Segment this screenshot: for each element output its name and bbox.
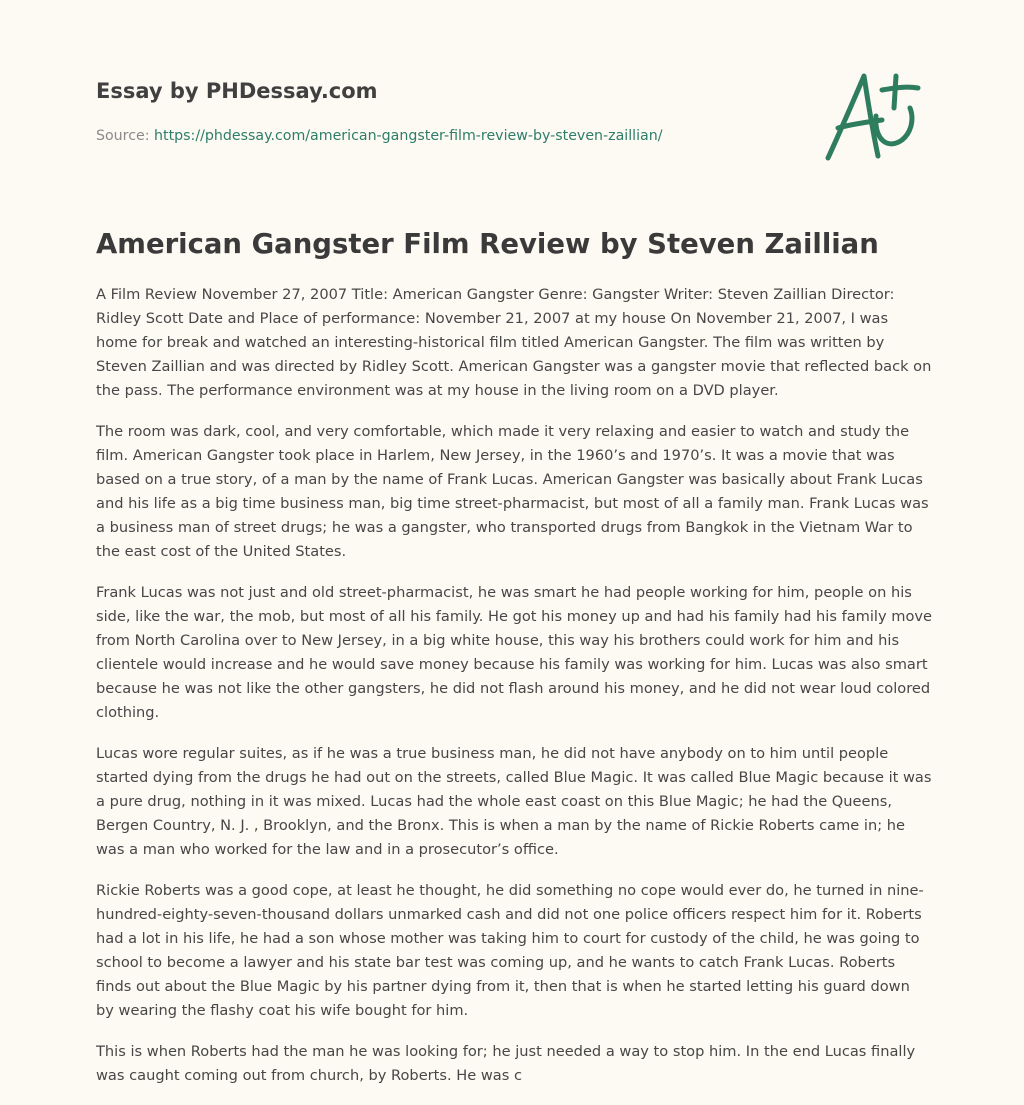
source-link[interactable]: https://phdessay.com/american-gangster-film-review-by-steven-zaillian/ xyxy=(154,128,663,144)
article-body xyxy=(96,283,932,1105)
brand-title: Essay by PHDessay.com xyxy=(96,79,378,103)
source-line xyxy=(96,126,796,146)
source-label: Source: xyxy=(96,128,155,144)
a-plus-icon xyxy=(818,66,928,166)
article-paragraph: Rickie Roberts was a good cope, at least he thought, he did something no cope would ever do, he turned in nine-hundred-eighty-seven-thousand dollars unmarked cash and did not one police officers respect him for it. Roberts had a lot in his life, he had a son whose mother was taking him to court for custody of the child, he was going to school to become a lawyer and his state bar test was coming up, and he wants to catch Frank Lucas. Roberts finds out about the Blue Magic by his partner dying from it, then that is when he started letting his guard down by wearing the flashy coat his wife bought for him. xyxy=(96,882,924,1019)
article-paragraph: This is when Roberts had the man he was looking for; he just needed a way to stop him. In the end Lucas finally was caught coming out from church, by Roberts. He was c xyxy=(96,1043,916,1084)
article-paragraph: Lucas wore regular suites, as if he was a true business man, he did not have anybody on to him until people started dying from the drugs he had out on the streets, called Blue Magic. It was called Blue Magic because it was a pure drug, nothing in it was mixed. Lucas had the whole east coast on this Blue Magic; he had the Queens, Bergen Country, N. J. , Brooklyn, and the Bronx. This is when a man by the name of Rickie Roberts came in; he was a man who worked for the law and in a prosecutor’s office. xyxy=(96,745,932,858)
article-paragraph: A Film Review November 27, 2007 Title: American Gangster Genre: Gangster Writer: Steven Zaillian Director: Ridley Scott Date and Place of performance: November 21, 2007 at my house On November 21, 2007, I was home for break and watched an interesting-historical film titled American Gangster. The film was written by Steven Zaillian and was directed by Ridley Scott. American Gangster was a gangster movie that reflected back on the pass. The performance environment was at my house in the living room on a DVD player. xyxy=(96,286,932,399)
article-title: American Gangster Film Review by Steven Zaillian xyxy=(96,228,879,260)
article-paragraph: Frank Lucas was not just and old street-pharmacist, he was smart he had people working for him, people on his side, like the war, the mob, but most of all his family. He got his money up and had his family had his family move from North Carolina over to New Jersey, in a big white house, this way his brothers could work for him and his clientele would increase and he would save money because his family was working for him. Lucas was also smart because he was not like the other gangsters, he did not flash around his money, and he did not wear loud colored clothing. xyxy=(96,584,933,721)
article-paragraph: The room was dark, cool, and very comfortable, which made it very relaxing and easier to watch and study the film. American Gangster took place in Harlem, New Jersey, in the 1960’s and 1970’s. It was a movie that was based on a true story, of a man by the name of Frank Lucas. American Gangster was basically about Frank Lucas and his life as a big time business man, big time street-pharmacist, but most of all a family man. Frank Lucas was a business man of street drugs; he was a gangster, who transported drugs from Bangkok in the Vietnam War to the east cost of the United States. xyxy=(96,423,929,560)
header xyxy=(96,76,796,146)
